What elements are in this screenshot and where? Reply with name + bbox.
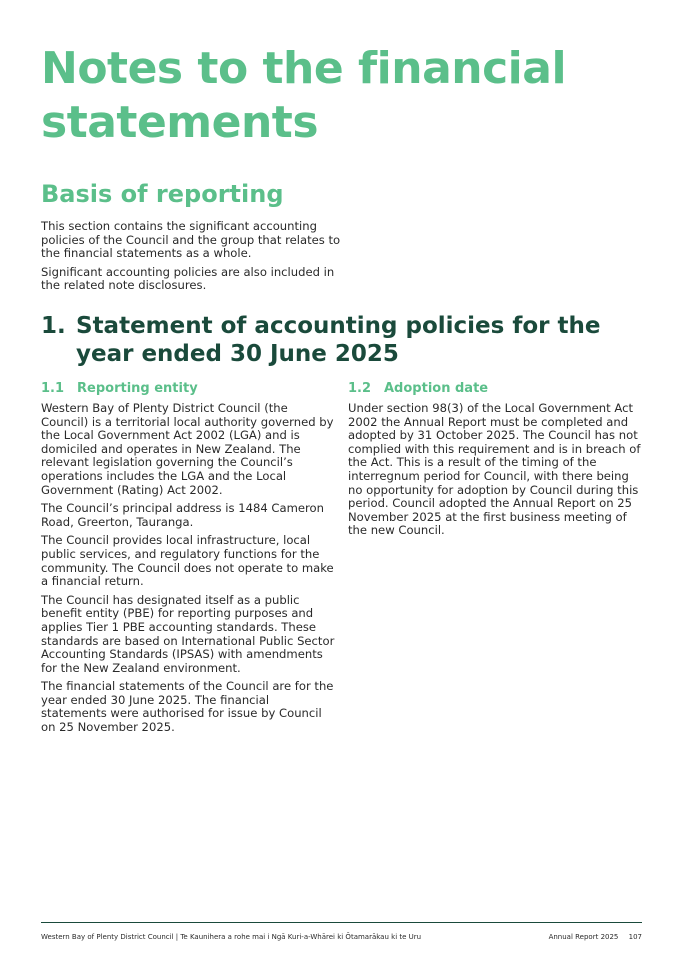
basis-paragraph: This section contains the significant accounting policies of the Council and the group that relates to the financial statements as a whole. — [41, 219, 341, 261]
adoption-date-paragraph: Under section 98(3) of the Local Government Act 2002 the Annual Report must be completed and adopted by 31 October 2025. The Council has not complied with this requirement and is in breach of the Act. This is a result of the timing of the interregnum period for Council, with there being no opportunity for adoption by Council during this period. Council adopted the Annual Report on 25 November 2025 at the first business meeting of the new Council. — [348, 401, 641, 538]
adoption-date-column — [348, 381, 643, 543]
basis-of-reporting-heading: Basis of reporting — [41, 180, 284, 208]
page-title: Notes to the financial statements — [41, 43, 567, 148]
reporting-entity-paragraph: The Council’s principal address is 1484 Cameron Road, Greerton, Tauranga. — [41, 501, 324, 529]
reporting-entity-paragraph: Western Bay of Plenty District Council (the Council) is a territorial local authority governed by the Local Government Act 2002 (LGA) and is domiciled and operates in New Zealand. The relevant legislation governing the Council’s operations includes the LGA and the Local Government (Rating) Act 2002. — [41, 401, 334, 497]
reporting-entity-heading — [41, 381, 336, 396]
reporting-entity-column — [41, 381, 336, 740]
reporting-entity-paragraph: The Council has designated itself as a public benefit entity (PBE) for reporting purposes and applies Tier 1 PBE accounting standards. These standards are based on International Public Sector Accounting Standards (IPSAS) with amendments for the New Zealand environment. — [41, 592, 335, 675]
basis-paragraph: Significant accounting policies are also included in the related note disclosures. — [41, 264, 335, 293]
subsection-number: 1.1 — [41, 381, 65, 396]
subsection-number: 1.2 — [348, 381, 372, 396]
footer-divider — [41, 922, 642, 923]
section-heading — [41, 312, 656, 368]
footer-council-name: Western Bay of Plenty District Council | Te Kaunihera a rohe mai i Ngā Kuri-a-Whārei ki Ōtamarākau ki te Uru — [41, 933, 422, 941]
subsection-title: Reporting entity — [77, 381, 198, 396]
footer — [41, 932, 642, 942]
section-number: 1. — [41, 313, 66, 339]
subsection-title: Adoption date — [384, 381, 489, 396]
footer-right — [541, 932, 642, 942]
basis-of-reporting-body — [41, 220, 341, 298]
footer-report-title: Annual Report 2025 — [548, 933, 619, 941]
section-title: Statement of accounting policies for the year ended 30 June 2025 — [76, 313, 601, 367]
reporting-entity-paragraph: The Council provides local infrastructure, local public services, and regulatory functions for the community. The Council does not operate to make a financial return. — [41, 533, 334, 589]
reporting-entity-paragraph: The financial statements of the Council are for the year ended 30 June 2025. The financial statements were authorised for issue by Council on 25 November 2025. — [41, 679, 334, 735]
adoption-date-heading — [348, 381, 643, 396]
page-number: 107 — [628, 933, 642, 941]
